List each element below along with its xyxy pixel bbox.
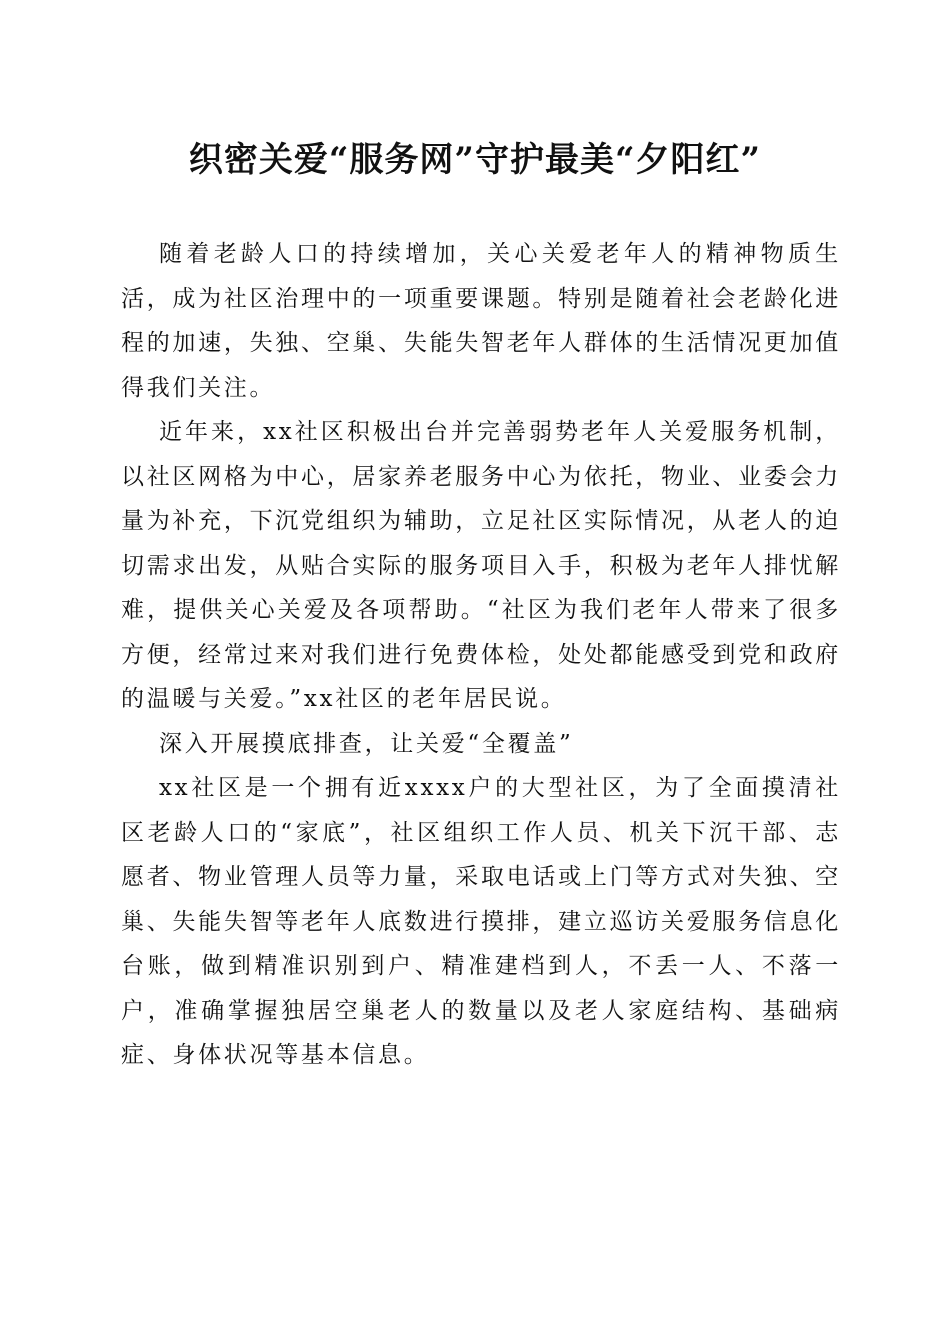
- paragraph-survey: xx社区是一个拥有近xxxx户的大型社区，为了全面摸清社区老龄人口的“家底”，社区组织工作人员、机关下沉干部、志愿者、物业管理人员等力量，采取电话或上门等方式对失独、空巢、失能失智等老年人底数进行摸排，建立巡访关爱服务信息化台账，做到精准识别到户、精准建档到人，不丢一人、不落一户，准确掌握独居空巢老人的数量以及老人家庭结构、基础病症、身体状况等基本信息。: [121, 775, 841, 1068]
- document-body: [121, 232, 841, 1078]
- paragraph-community-mechanism: 近年来，xx社区积极出台并完善弱势老年人关爱服务机制，以社区网格为中心，居家养老服务中心为依托，物业、业委会力量为补充，下沉党组织为辅助，立足社区实际情况，从老人的迫切需求出发，从贴合实际的服务项目入手，积极为老年人排忧解难，提供关心关爱及各项帮助。“社区为我们老年人带来了很多方便，经常过来对我们进行免费体检，处处都能感受到党和政府的温暖与关爱。”xx社区的老年居民说。: [121, 419, 841, 712]
- section-heading-survey: 深入开展摸底排查，让关爱“全覆盖”: [159, 730, 574, 757]
- document-title: 织密关爱“服务网”守护最美“夕阳红”: [188, 140, 762, 180]
- paragraph-intro: 随着老龄人口的持续增加，关心关爱老年人的精神物质生活，成为社区治理中的一项重要课题。特别是随着社会老龄化进程的加速，失独、空巢、失能失智老年人群体的生活情况更加值得我们关注。: [121, 241, 841, 401]
